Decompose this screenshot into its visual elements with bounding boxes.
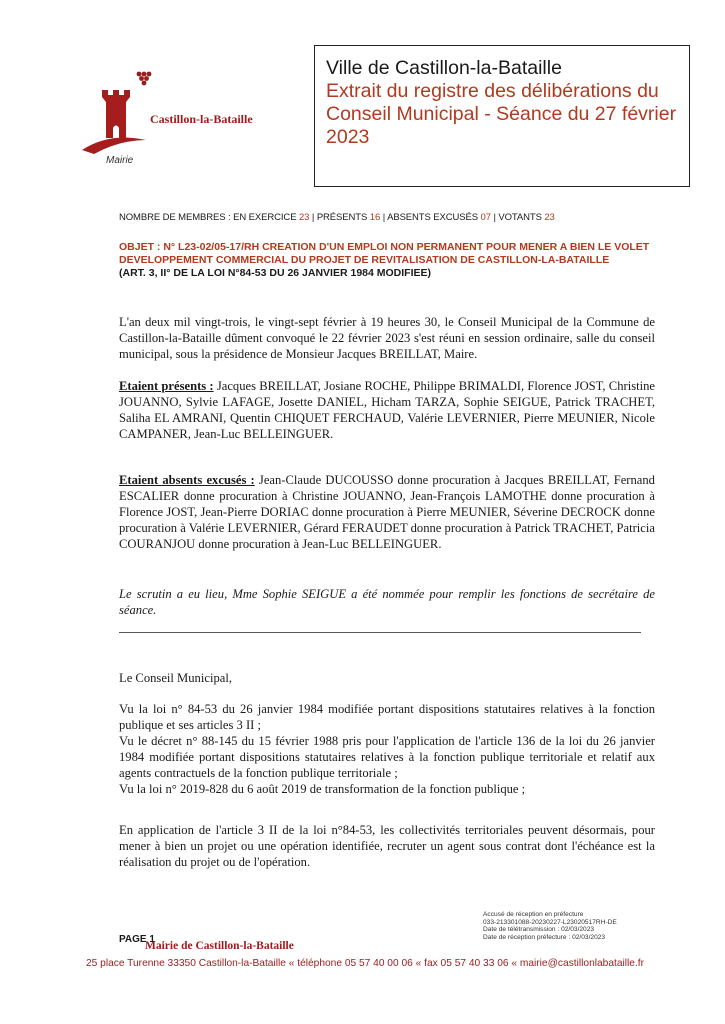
- objet-reference: (ART. 3, II° DE LA LOI N°84-53 DU 26 JANVIER 1984 MODIFIEE): [119, 267, 432, 279]
- members-absents: 07: [480, 212, 491, 223]
- stamp-line: Accusé de réception en préfecture: [483, 911, 584, 918]
- members-prefix: NOMBRE DE MEMBRES : EN EXERCICE: [119, 212, 297, 223]
- members-exercice: 23: [298, 212, 310, 223]
- header-box: [314, 45, 690, 187]
- objet-block: [119, 241, 664, 280]
- members-absents-label: ABSENTS EXCUSÉS: [387, 212, 478, 223]
- page-number: PAGE 1: [119, 934, 155, 945]
- conseil-heading: Le Conseil Municipal,: [119, 671, 232, 685]
- footer-title: Mairie de Castillon-la-Bataille: [145, 940, 294, 952]
- stamp-line: 033-213301088-20230227-L23020517RH-DE: [483, 918, 617, 926]
- vu-list: [119, 701, 655, 797]
- presents-label: Etaient présents :: [119, 379, 214, 393]
- stamp-line: Date de télétransmission : 02/03/2023: [483, 926, 595, 933]
- logo-name: Castillon-la-Bataille: [150, 112, 253, 126]
- application-paragraph: En application de l'article 3 II de la loi n°84-53, les collectivités territoriales peuvent désormais, pour mener à bien un projet ou une opération identifiée, recruter un agent sous contrat dont l'échéance est la réalisation du projet ou de l'opération.: [119, 823, 655, 869]
- vu-item: Vu le décret n° 88-145 du 15 février 1988 pris pour l'application de l'article 136 de la loi du 26 janvier 1984 modifiée portant dispositions statutaires relatives à la fonction publique territoriale et relatif aux agents contractuels de la fonction publique territoriale ;: [119, 734, 655, 780]
- stamp-line: Date de réception préfecture : 02/03/2023: [483, 933, 606, 941]
- presents-paragraph: [119, 378, 655, 442]
- logo-subtitle: Mairie: [106, 155, 134, 166]
- members-presents-label: PRÉSENTS: [316, 212, 368, 223]
- absents-list: Jean-Claude DUCOUSSO donne procuration à Jacques BREILLAT, Fernand ESCALIER donne procuration à Christine JOUANNO, Jean-François LAMOTHE donne procuration à Florence JOST, Jean-Pierre DORIAC donne procuration à Pierre MEUNIER, Séverine DECROCK donne procuration à Valérie LEVERNIER, Gérard FERAUDET donne procuration à Patrick TRACHET, Patricia COURANJOU donne procuration à Jean-Luc BELLEINGUER.: [119, 473, 655, 551]
- absents-label: Etaient absents excusés :: [119, 473, 255, 487]
- objet-title: OBJET : N° L23-02/05-17/RH CREATION D'UN EMPLOI NON PERMANENT POUR MENER A BIEN LE VOLET DEVELOPPEMENT COMMERCIAL DU PROJET DE REVITALISATION DE CASTILLON-LA-BATAILLE: [119, 241, 650, 266]
- separator-rule: [119, 632, 641, 633]
- scrutin-paragraph: Le scrutin a eu lieu, Mme Sophie SEIGUE a été nommée pour remplir les fonctions de secrétaire de séance.: [119, 587, 655, 617]
- members-votants-label: VOTANTS: [498, 212, 542, 223]
- members-summary: NOMBRE DE MEMBRES : EN EXERCICE 23 | PRÉSENTS 16 | ABSENTS EXCUSÉS 07 | VOTANTS 23: [119, 212, 555, 223]
- intro-paragraph: L'an deux mil vingt-trois, le vingt-sept février à 19 heures 30, le Conseil Municipal de la Commune de Castillon-la-Bataille dûment convoqué le 22 février 2023 s'est réuni en session ordinaire, salle du conseil municipal, sous la présidence de Monsieur Jacques BREILLAT, Maire.: [119, 315, 655, 361]
- absents-paragraph: [119, 472, 655, 552]
- header-city: Ville de Castillon-la-Bataille: [326, 57, 562, 79]
- header-extract: Extrait du registre des délibérations du Conseil Municipal - Séance du 27 février 2023: [326, 80, 677, 148]
- vu-item: Vu la loi n° 84-53 du 26 janvier 1984 modifiée portant dispositions statutaires relatives à la fonction publique et ses articles 3 II ;: [119, 702, 655, 732]
- footer-address: 25 place Turenne 33350 Castillon-la-Bataille « téléphone 05 57 40 00 06 « fax 05 57 40 33 06 « mairie@castillonlabataille.fr: [86, 958, 645, 969]
- members-presents: 16: [369, 212, 381, 223]
- members-votants: 23: [544, 212, 555, 223]
- vu-item: Vu la loi n° 2019-828 du 6 août 2019 de transformation de la fonction publique ;: [119, 782, 526, 796]
- presents-list: Jacques BREILLAT, Josiane ROCHE, Philippe BRIMALDI, Florence JOST, Christine JOUANNO, Sylvie LAFAGE, Josette DANIEL, Hicham TARZA, Sophie SEIGUE, Patrick TRACHET, Saliha EL AMRANI, Quentin CHIQUET FERCHAUD, Valérie LEVERNIER, Pierre MEUNIER, Nicole CAMPANER, Jean-Luc BELLEINGUER.: [119, 379, 655, 441]
- reception-stamp: [483, 911, 617, 941]
